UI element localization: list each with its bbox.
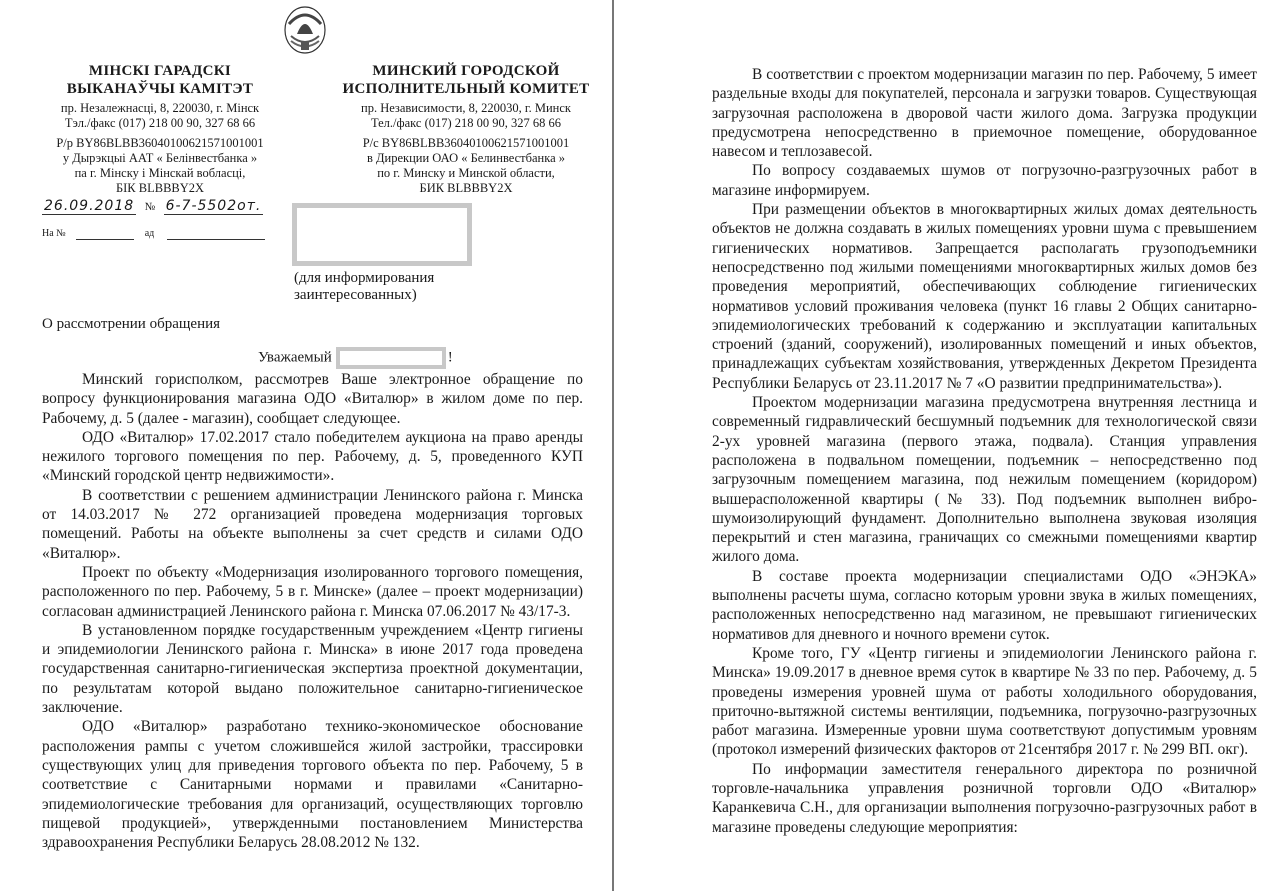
letter-body-left	[42, 370, 583, 852]
paragraph: При размещении объектов в многоквартирных жилых домах деятельность объектов не должна создавать в жилых помещениях уровни шума с превышением гигиенических нормативов. Запрещается располагать грузоподъемники непосредственно под жилыми помещениями многоквартирных жилых домов без проведения мероприятий, обеспечивающих соблюдение гигиенических нормативов условий проживания человека (пункт 16 главы 2 Общих санитарно-эпидемиологических требований к содержанию и эксплуатации капитальных строений (зданий, сооружений), изолированных помещений и иных объектов, принадлежащих субъектам хозяйствования, утвержденных Декретом Президента Республики Беларусь от 23.11.2017 № 7 «О развитии предпринимательства»).	[712, 201, 1257, 392]
reference-date-label: ад	[144, 228, 155, 239]
org-bank-ru-line1: в Дирекции ОАО « Белинвестбанка »	[366, 151, 566, 165]
coat-of-arms-icon	[283, 4, 327, 58]
paragraph: По информации заместителя генерального директора по розничной торговле-начальника управления розничной торговли ОДО «Виталюр» Каранкевича С.Н., для организации выполнения погрузочно-разгрузочных работ в магазине проведены следующие мероприятия:	[712, 760, 1257, 836]
org-phone-be: Тэл./факс (017) 218 00 90, 327 68 66	[64, 116, 256, 130]
paragraph: По вопросу создаваемых шумов от погрузочно-разгрузочных работ в магазине информируем.	[712, 162, 1257, 199]
salutation-prefix: Уважаемый	[258, 349, 332, 366]
letter-body-right	[712, 65, 1257, 837]
org-name-be-line2: ВЫКАНАЎЧЫ КАМІТЭТ	[66, 81, 254, 97]
reference-line	[42, 228, 265, 240]
document-page-left	[0, 0, 612, 891]
paragraph: Кроме того, ГУ «Центр гигиены и эпидемиологии Ленинского района г. Минска» 19.09.2017 в дневное время суток в квартире № 33 по пер. Рабочему, д. 5 проведены измерения уровней шума от работы холодильного оборудования, приточно-вытяжной системы вентиляции, подъемника, погрузочно-разгрузочных работ магазина. Измеренные уровни шума соответствуют допустимым уровням (протокол измерений физических факторов от 21сентября 2017 г. № 299 ВП. окг).	[712, 644, 1257, 759]
paragraph: ОДО «Виталюр» 17.02.2017 стало победителем аукциона на право аренды нежилого торгового помещения по пер. Рабочему, д. 5, проведенного КУП «Минский городской центр недвижимости».	[42, 428, 583, 485]
addressee-note-line2: заинтересованных)	[294, 287, 417, 303]
reference-no-blank	[76, 228, 134, 240]
redacted-name-box	[336, 347, 446, 369]
addressee-note-line1: (для информирования	[294, 270, 435, 286]
org-name-ru-line1: МИНСКИЙ ГОРОДСКОЙ	[372, 63, 560, 79]
page-divider	[612, 0, 614, 891]
org-bik-be: БІК BLBBBY2X	[115, 181, 205, 195]
org-bank-ru-line2: по г. Минску и Минской области,	[377, 166, 555, 180]
org-header-russian	[335, 62, 597, 196]
org-bank-be-line1: у Дырэкцыі ААТ « Белінвестбанка »	[62, 151, 258, 165]
reference-no-label: На №	[42, 228, 66, 239]
org-name-ru-line2: ИСПОЛНИТЕЛЬНЫЙ КОМИТЕТ	[342, 81, 590, 97]
paragraph: В составе проекта модернизации специалистами ОДО «ЭНЭКА» выполнены расчеты шума, согласно которым уровни звука в жилых помещениях, расположенных непосредственно над магазином, не превышают гигиенических нормативов для дневного и ночного времени суток.	[712, 567, 1257, 643]
org-header-belarusian	[40, 62, 280, 196]
org-address-be: пр. Незалежнасці, 8, 220030, г. Мінск	[60, 101, 260, 115]
registration-date: 26.09.2018	[44, 198, 135, 214]
org-account-ru: Р/с BY86BLBB36040100621571001001	[362, 136, 570, 150]
paragraph: Минский горисполком, рассмотрев Ваше электронное обращение по вопросу функционирования магазина ОДО «Виталюр» в жилом доме по пер. Рабочему, д. 5 (далее - магазин), сообщает следующее.	[42, 371, 583, 427]
reference-date-blank	[167, 228, 265, 240]
letter-subject: О рассмотрении обращения	[42, 316, 221, 332]
registration-line	[42, 198, 263, 215]
paragraph: В установленном порядке государственным учреждением «Центр гигиены и эпидемиологии Ленинского района г. Минска» в июне 2017 года проведена государственная санитарно-гигиеническая экспертиза проектной документации, по результатам которой выдано положительное санитарно-гигиеническое заключение.	[42, 621, 583, 717]
paragraph: Проект по объекту «Модернизация изолированного торгового помещения, расположенного по пер. Рабочему, 5 в г. Минске» (далее – проект модернизации) согласован администрацией Ленинского района г. Минска 07.06.2017 № 43/17-3.	[42, 563, 583, 620]
paragraph: В соответствии с проектом модернизации магазин по пер. Рабочему, 5 имеет раздельные входы для покупателей, персонала и загрузки товаров. Существующая загрузочная расположена в дворовой части жилого дома. Загрузка продукции предусмотрена непосредственно в приемочное помещение, оборудованное навесом и теплозавесой.	[712, 66, 1257, 161]
org-address-ru: пр. Независимости, 8, 220030, г. Минск	[361, 101, 571, 115]
registration-number: 6-7-5502от.	[165, 198, 262, 214]
paragraph: ОДО «Виталюр» разработано технико-экономическое обоснование расположения рампы с учетом сложившейся жилой застройки, трассировки существующих улиц для приведения торгового объекта по пер. Рабочему, 5 в соответствие с Санитарными нормами и правилами «Санитарно-эпидемиологические требования для организаций, осуществляющих торговлю пищевой продукцией», утвержденными постановлением Министерства здравоохранения Республики Беларусь 28.08.2012 № 132.	[42, 718, 583, 852]
paragraph: Проектом модернизации магазина предусмотрена внутренняя лестница и современный гидравлический бесшумный подъемник для технологической связи 2-ух уровней магазина (первого этажа, подвала). Станция управления расположена в подвальном помещении, подъемник – непосредственно под загрузочным помещением магазина, под нежилым помещением (коридором) вышерасположенной квартиры (№ 33). Под подъемник выполнен вибро-шумоизолирующий фундамент. Дополнительно выполнена звуковая изоляция перекрытий и стен магазина, граничащих со смежными помещениями квартир жилого дома.	[712, 394, 1257, 566]
registration-number-label: №	[144, 201, 156, 213]
org-phone-ru: Тел./факс (017) 218 00 90, 327 68 66	[370, 116, 562, 130]
org-account-be: Р/р BY86BLBB36040100621571001001	[56, 136, 264, 150]
addressee-note	[294, 270, 434, 304]
org-name-be-line1: МІНСКІ ГАРАДСКІ	[88, 63, 232, 79]
org-bik-ru: БИК BLBBBY2X	[419, 181, 513, 195]
salutation-suffix: !	[447, 349, 453, 366]
redacted-addressee-box	[292, 203, 472, 266]
org-bank-be-line2: па г. Мінску і Мінскай вобласці,	[74, 166, 246, 180]
salutation	[258, 347, 453, 369]
paragraph: В соответствии с решением администрации Ленинского района г. Минска от 14.03.2017 № 272 организацией проведена модернизация торговых помещений. Работы на объекте выполнены за счет средств и силами ОДО «Виталюр».	[42, 486, 583, 562]
